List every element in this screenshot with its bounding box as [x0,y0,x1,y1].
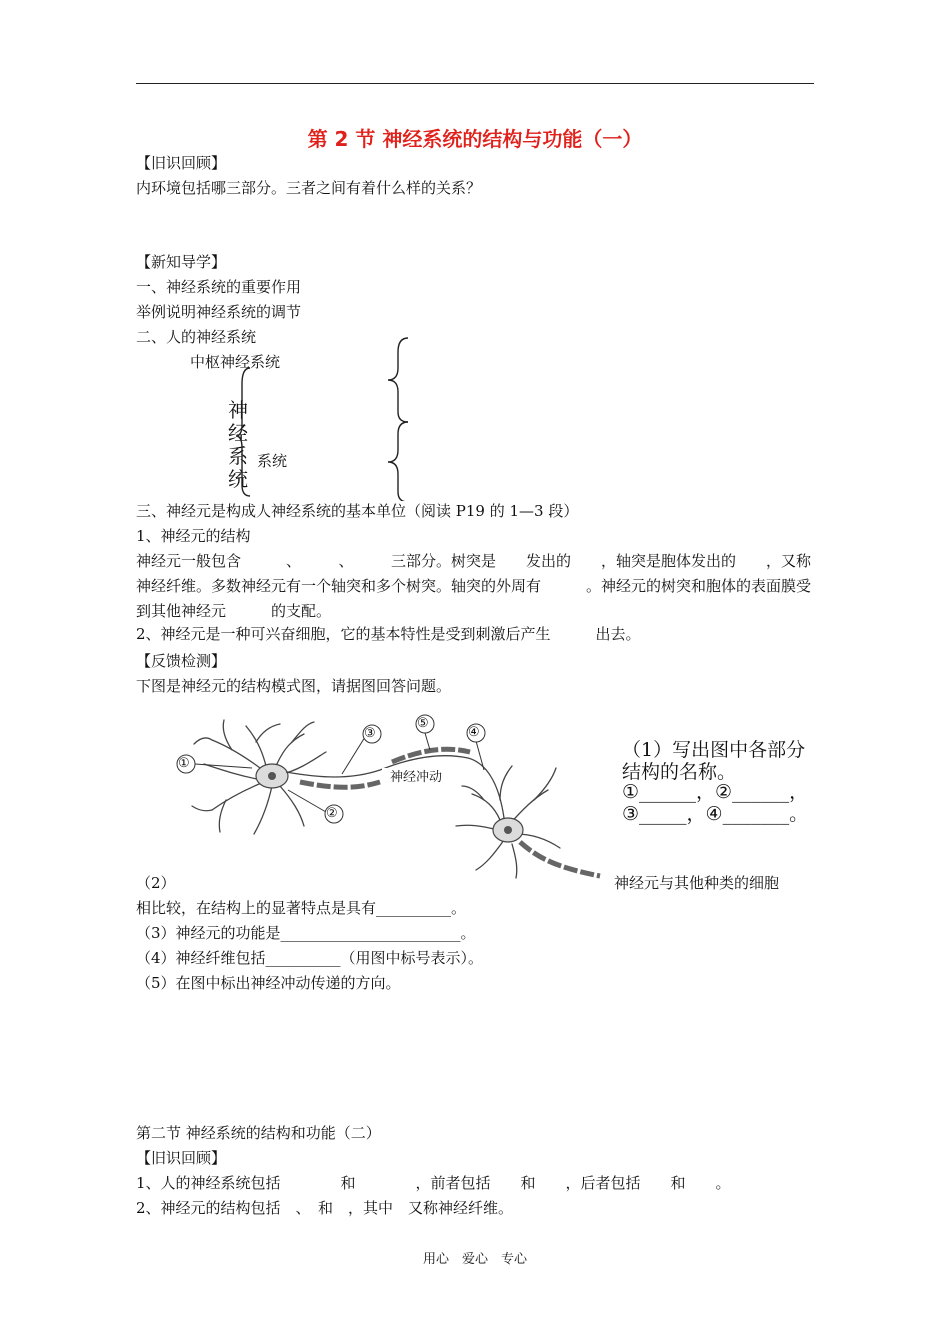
part-2-review-heading: 【旧识回顾】 [136,1149,227,1167]
system-label: 系统 [257,452,288,470]
page-title: 第 2 节 神经系统的结构与功能（一） [307,127,643,151]
section-3-title: 三、神经元是构成人神经系统的基本单位（阅读 P19 的 1—3 段） [136,502,579,520]
neuron-structure-paragraph: 神经元一般包含 、 、 三部分。树突是 发出的 ，轴突是胞体发出的 ，又称神经纤维。多数神经元有一个轴突和多个树突。轴突的外周有 。神经元的树突和胞体的表面膜受到其他神经元 的支配。 [136,552,812,620]
review-question: 内环境包括哪三部分。三者之间有着什么样的关系？ [136,179,482,197]
section-1-sub: 举例说明神经系统的调节 [136,303,302,321]
question-1-line-a: （1）写出图中各部分 [622,739,806,761]
section-3-1-title: 1、神经元的结构 [136,527,251,545]
vertical-char: 系 [228,444,248,468]
question-2-right: 神经元与其他种类的细胞 [614,874,780,892]
part-2-question-1: 1、人的神经系统包括 和 ，前者包括 和 ，后者包括 和 。 [136,1174,731,1192]
figure-label-5: ⑤ [417,716,429,731]
part-2-title: 第二节 神经系统的结构和功能（二） [136,1124,381,1142]
vertical-char: 经 [228,421,248,445]
vertical-char: 统 [228,467,248,491]
figure-label-3: ③ [364,726,376,741]
feedback-intro: 下图是神经元的结构模式图，请据图回答问题。 [136,677,452,695]
question-1-line-c: ①______，②______， [622,781,809,803]
question-1-line-d: ③_____，④_______。 [622,803,809,825]
question-4: （4）神经纤维包括__________（用图中标号表示）。 [136,949,484,967]
question-1-line-b: 结构的名称。 [622,761,737,783]
part-2-question-2: 2、神经元的结构包括 、 和 ，其中 又称神经纤维。 [136,1199,514,1217]
question-2-number: （2） [136,874,176,892]
nerve-impulse-label: 神经冲动 [382,768,450,788]
vertical-char: 神 [228,398,248,422]
figure-label-1: ① [178,756,190,771]
figure-label-4: ④ [468,725,480,740]
neuron-property-text: 2、神经元是一种可兴奋细胞，它的基本特性是受到刺激后产生 出去。 [136,625,641,643]
page-footer: 用心 爱心 专心 [422,1252,527,1267]
new-heading: 【新知导学】 [136,253,227,271]
figure-label-2: ② [326,806,338,821]
section-2-title: 二、人的神经系统 [136,328,257,346]
question-5: （5）在图中标出神经冲动传递的方向。 [136,974,401,992]
question-3: （3）神经元的功能是________________________。 [136,924,476,942]
section-1-title: 一、神经系统的重要作用 [136,278,302,296]
feedback-heading: 【反馈检测】 [136,652,227,670]
central-nervous-label: 中枢神经系统 [190,353,281,371]
question-2-continuation: 相比较，在结构上的显著特点是具有__________。 [136,899,467,917]
review-heading: 【旧识回顾】 [136,154,227,172]
